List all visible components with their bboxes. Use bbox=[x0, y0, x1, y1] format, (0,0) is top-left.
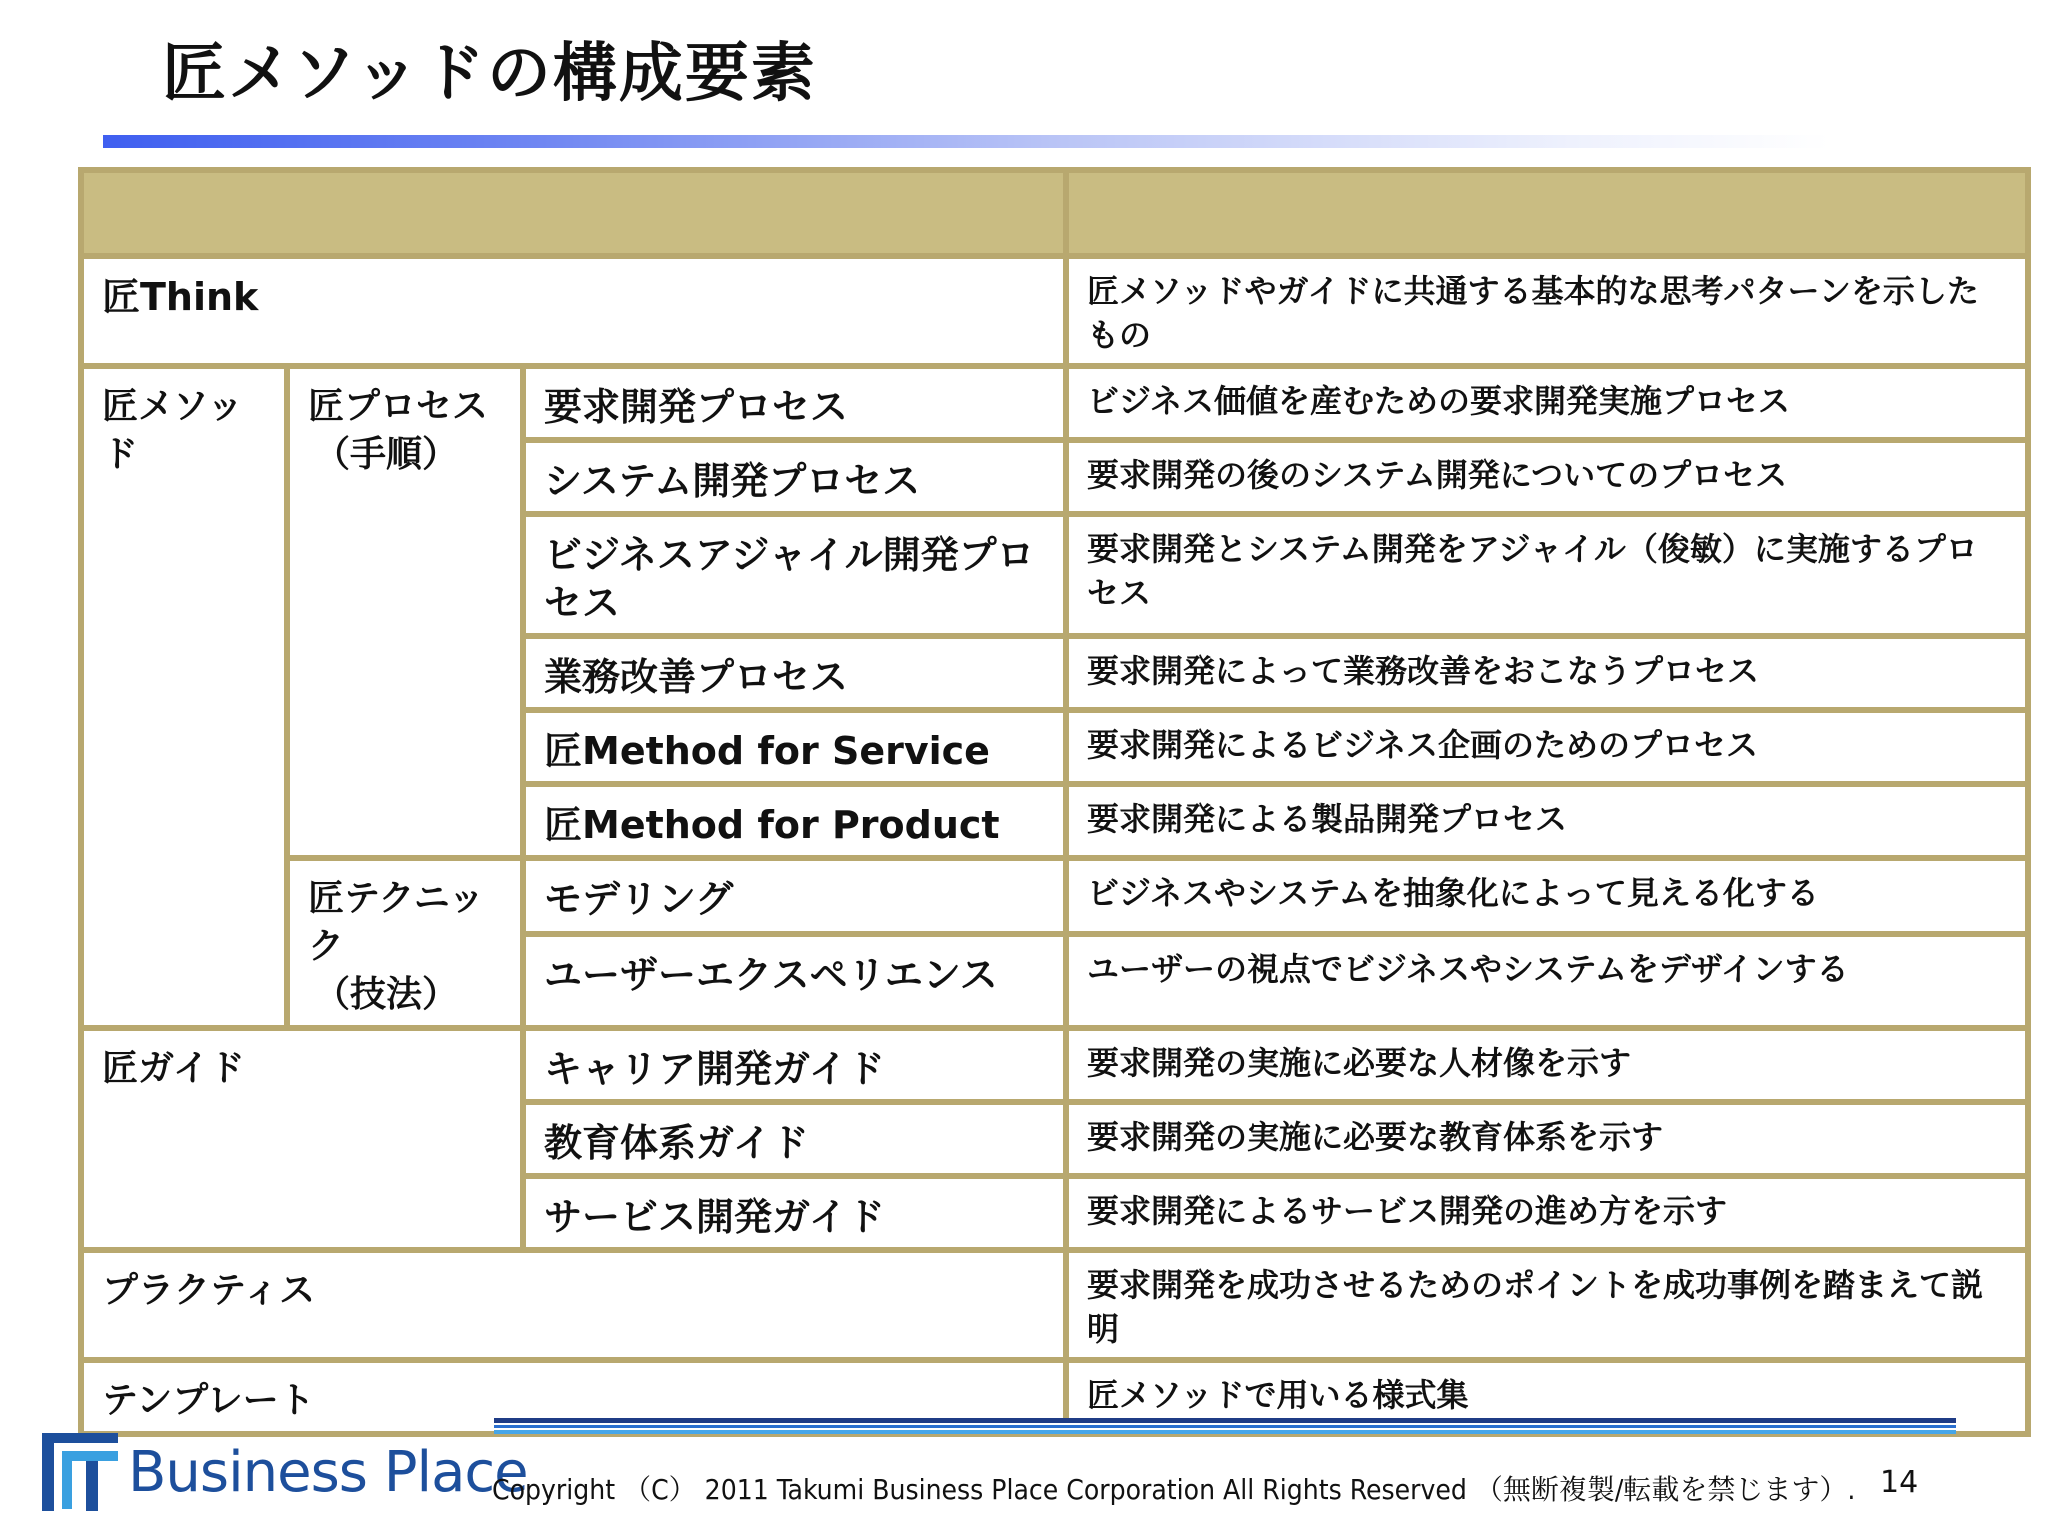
process-item-name: 匠Method for Product bbox=[523, 784, 1066, 858]
process-item-desc: 要求開発による製品開発プロセス bbox=[1066, 784, 2028, 858]
guide-item-name: サービス開発ガイド bbox=[523, 1176, 1066, 1250]
template-desc: 匠メソッドで用いる様式集 bbox=[1066, 1360, 2028, 1434]
process-item-name: ビジネスアジャイル開発プロセス bbox=[523, 514, 1066, 636]
components-table bbox=[78, 167, 2031, 1437]
process-item-desc: ビジネス価値を産むための要求開発実施プロセス bbox=[1066, 366, 2028, 440]
guide-item-name: キャリア開発ガイド bbox=[523, 1028, 1066, 1102]
practice-desc: 要求開発を成功させるためのポイントを成功事例を踏まえて説明 bbox=[1066, 1250, 2028, 1360]
process-label: 匠プロセス bbox=[308, 386, 489, 427]
guide-item-name: 教育体系ガイド bbox=[523, 1102, 1066, 1176]
think-label: 匠Think bbox=[81, 256, 1066, 366]
header-cell-left bbox=[81, 170, 1066, 256]
page-number: 14 bbox=[1880, 1465, 1919, 1500]
slide-title: 匠メソッドの構成要素 bbox=[162, 37, 817, 111]
technique-item-name: ユーザーエクスペリエンス bbox=[523, 934, 1066, 1028]
process-item-name: 業務改善プロセス bbox=[523, 636, 1066, 710]
method-label: 匠メソッド bbox=[81, 366, 287, 1028]
process-item-desc: 要求開発とシステム開発をアジャイル（俊敏）に実施するプロセス bbox=[1066, 514, 2028, 636]
technique-item-name: モデリング bbox=[523, 858, 1066, 934]
process-item-name: 要求開発プロセス bbox=[523, 366, 1066, 440]
guide-item-desc: 要求開発の実施に必要な人材像を示す bbox=[1066, 1028, 2028, 1102]
process-item-desc: 要求開発によって業務改善をおこなうプロセス bbox=[1066, 636, 2028, 710]
company-logo bbox=[40, 1430, 528, 1514]
technique-item-desc: ビジネスやシステムを抽象化によって見える化する bbox=[1066, 858, 2028, 934]
table-header-row bbox=[81, 170, 2028, 256]
process-item-name: システム開発プロセス bbox=[523, 440, 1066, 514]
process-item-desc: 要求開発の後のシステム開発についてのプロセス bbox=[1066, 440, 2028, 514]
table-row bbox=[81, 858, 2028, 934]
process-sub: （手順） bbox=[314, 434, 459, 475]
table-row bbox=[81, 1028, 2028, 1102]
table-row-practice bbox=[81, 1250, 2028, 1360]
technique-label-cell bbox=[287, 858, 523, 1028]
practice-label: プラクティス bbox=[81, 1250, 1066, 1360]
footer-rule bbox=[494, 1418, 1956, 1434]
think-desc: 匠メソッドやガイドに共通する基本的な思考パターンを示したもの bbox=[1066, 256, 2028, 366]
technique-sub: （技法） bbox=[314, 974, 459, 1015]
process-item-desc: 要求開発によるビジネス企画のためのプロセス bbox=[1066, 710, 2028, 784]
technique-label: 匠テクニック bbox=[308, 878, 485, 967]
template-label: テンプレート bbox=[81, 1360, 1066, 1434]
title-underline bbox=[103, 135, 1830, 148]
copyright-notice: Copyright （C） 2011 Takumi Business Place Corporation All Rights Reserved （無断複製/転載を禁じます）. bbox=[492, 1473, 1856, 1506]
table-row bbox=[81, 366, 2028, 440]
guide-label: 匠ガイド bbox=[81, 1028, 523, 1250]
table-row-think bbox=[81, 256, 2028, 366]
guide-item-desc: 要求開発の実施に必要な教育体系を示す bbox=[1066, 1102, 2028, 1176]
header-cell-right bbox=[1066, 170, 2028, 256]
technique-item-desc: ユーザーの視点でビジネスやシステムをデザインする bbox=[1066, 934, 2028, 1028]
process-label-cell bbox=[287, 366, 523, 858]
guide-item-desc: 要求開発によるサービス開発の進め方を示す bbox=[1066, 1176, 2028, 1250]
it-logo-icon bbox=[40, 1431, 120, 1513]
logo-text: Business Place bbox=[128, 1439, 528, 1505]
process-item-name: 匠Method for Service bbox=[523, 710, 1066, 784]
